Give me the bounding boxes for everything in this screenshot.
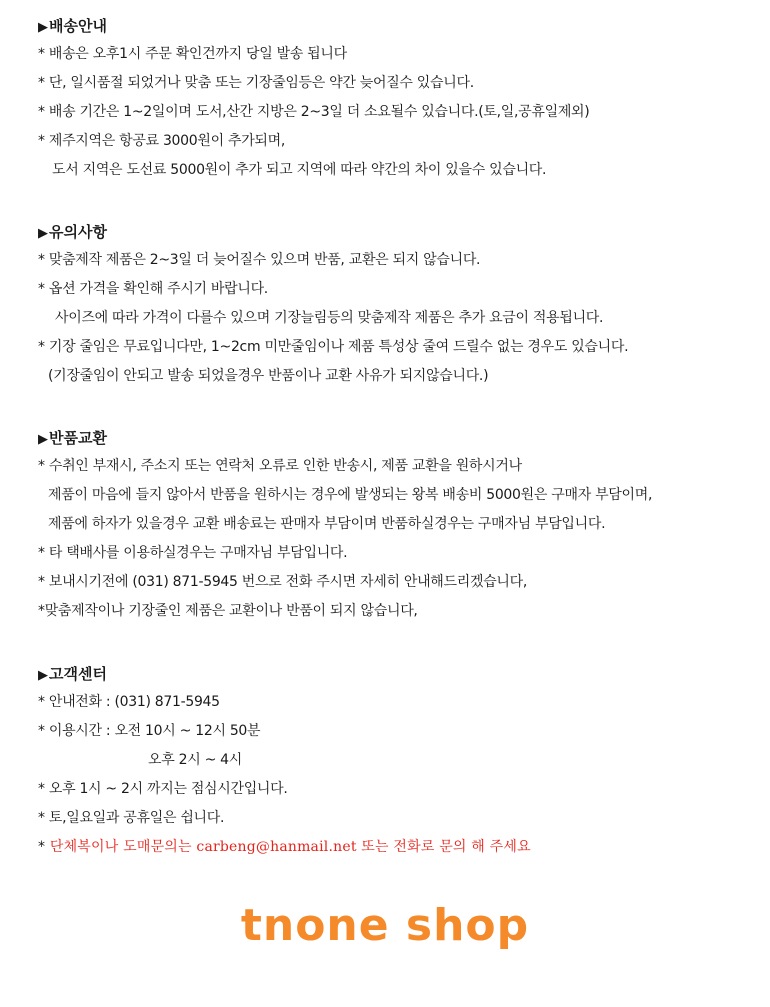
caution-section [38,218,758,391]
notice-bullet: * [38,839,46,855]
returns-line: 제품에 하자가 있을경우 교환 배송료는 판매자 부담이며 반품하실경우는 구매자님 부담입니다. [48,516,606,532]
support-lunch-line: * 오후 1시 ~ 2시 까지는 점심시간입니다. [38,781,288,797]
shipping-line: * 배송 기간은 1~2일이며 도서,산간 지방은 2~3일 더 소요될수 있습니다.(토,일,공휴일제외) [38,104,590,120]
caution-line: * 옵션 가격을 확인해 주시기 바랍니다. [38,281,268,297]
support-section [38,660,758,862]
shipping-line: * 제주지역은 항공료 3000원이 추가되며, [38,133,286,149]
bulk-order-notice-text: 단체복이나 도매문의는 carbeng@hanmail.net 또는 전화로 문의 해 주세요 [49,839,531,855]
brand-logo-text: tnone shop [240,900,530,951]
shipping-section [38,12,758,185]
shipping-line: * 단, 일시품절 되었거나 맞춤 또는 기장줄임등은 약간 늦어질수 있습니다. [38,75,474,91]
returns-line: * 타 택배사를 이용하실경우는 구매자님 부담입니다. [38,545,348,561]
triangle-right-icon: ▶ [38,226,48,241]
caution-title [38,218,758,246]
caution-line: * 기장 줄임은 무료입니다만, 1~2cm 미만줄임이나 제품 특성상 줄여 드릴수 없는 경우도 있습니다. [38,339,629,355]
caution-title-text: 유의사항 [49,223,107,241]
returns-title-text: 반품교환 [49,429,107,447]
support-phone-line: * 안내전화 : (031) 871-5945 [38,694,220,710]
returns-title [38,424,758,452]
support-title [38,660,758,688]
support-holiday-line: * 토,일요일과 공휴일은 쉽니다. [38,810,225,826]
shipping-title-text: 배송안내 [49,17,107,35]
caution-line: * 맞춤제작 제품은 2~3일 더 늦어질수 있으며 반품, 교환은 되지 않습니다. [38,252,481,268]
bulk-order-notice [38,833,758,862]
support-hours-line-pm: 오후 2시 ~ 4시 [148,752,242,768]
shipping-line: 도서 지역은 도선료 5000원이 추가 되고 지역에 따라 약간의 차이 있을수 있습니다. [52,162,547,178]
caution-line: 사이즈에 따라 가격이 다를수 있으며 기장늘림등의 맞춤제작 제품은 추가 요금이 적용됩니다. [55,310,604,326]
triangle-right-icon: ▶ [38,432,48,447]
shipping-title [38,12,758,40]
returns-line: 제품이 마음에 들지 않아서 반품을 원하시는 경우에 발생되는 왕복 배송비 5000원은 구매자 부담이며, [48,487,653,503]
support-title-text: 고객센터 [49,665,107,683]
triangle-right-icon: ▶ [38,20,48,35]
triangle-right-icon: ▶ [38,668,48,683]
returns-line: * 수취인 부재시, 주소지 또는 연락처 오류로 인한 반송시, 제품 교환을 원하시거나 [38,458,522,474]
returns-line: *맞춤제작이나 기장줄인 제품은 교환이나 반품이 되지 않습니다, [38,603,418,619]
caution-line: (기장줄임이 안되고 발송 되었을경우 반품이나 교환 사유가 되지않습니다.) [48,368,489,384]
shipping-line: * 배송은 오후1시 주문 확인건까지 당일 발송 됩니다 [38,46,347,62]
returns-section [38,424,758,626]
returns-line: * 보내시기전에 (031) 871-5945 번으로 전화 주시면 자세히 안내해드리겠습니다, [38,574,528,590]
support-hours-line: * 이용시간 : 오전 10시 ~ 12시 50분 [38,723,261,739]
